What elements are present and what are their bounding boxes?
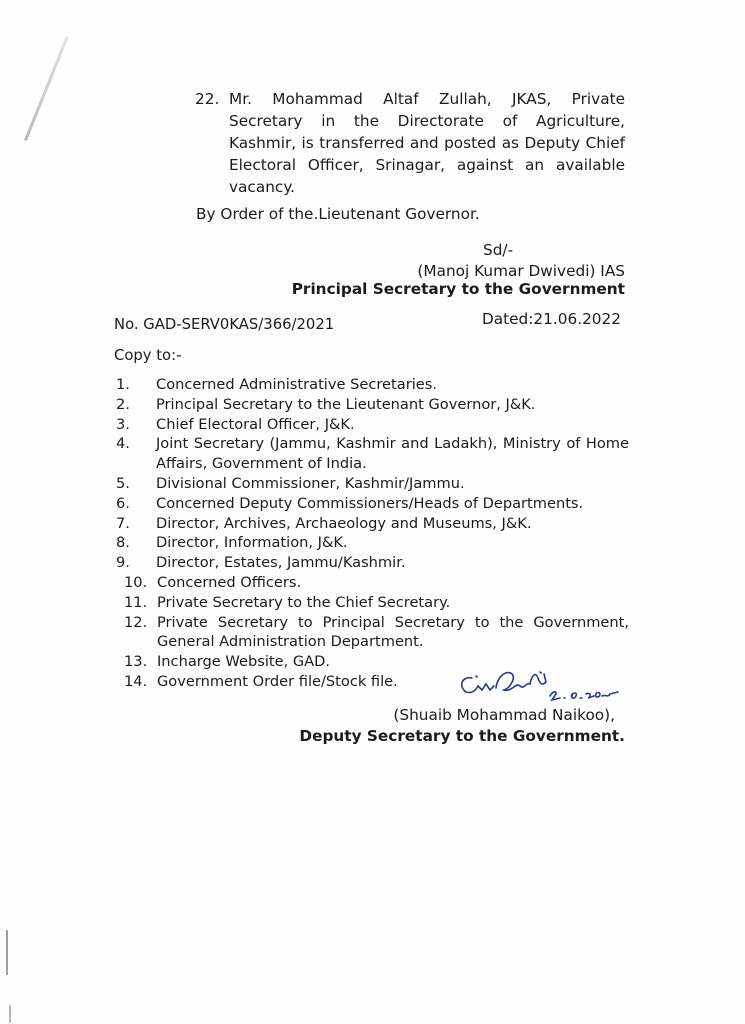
principal-secretary-title: Principal Secretary to the Government xyxy=(291,280,625,298)
scan-artifact-line xyxy=(24,36,69,141)
list-item: 7. Director, Archives, Archaeology and Museums, J&K. xyxy=(116,514,532,532)
list-item: 11. Private Secretary to the Chief Secretary. xyxy=(124,593,451,611)
list-item: 6. Concerned Deputy Commissioners/Heads of Departments. xyxy=(116,494,584,512)
order-paragraph xyxy=(195,88,625,198)
sd-mark: Sd/- xyxy=(483,241,514,259)
list-item: 8. Director, Information, J&K. xyxy=(116,534,348,552)
principal-secretary-name: (Manoj Kumar Dwivedi) IAS xyxy=(417,262,625,280)
deputy-secretary-title: Deputy Secretary to the Government. xyxy=(299,727,625,745)
deputy-secretary-name: (Shuaib Mohammad Naikoo), xyxy=(393,706,615,724)
scan-artifact-line xyxy=(9,1005,11,1023)
order-number: No. GAD-SERV0KAS/366/2021 xyxy=(114,316,335,333)
list-item: 13. Incharge Website, GAD. xyxy=(124,653,331,671)
list-item: 12. Private Secretary to Principal Secretary to the Government, General Administration Department. xyxy=(124,613,629,651)
copy-to-label: Copy to:- xyxy=(114,347,182,364)
list-item: 5. Divisional Commissioner, Kashmir/Jammu. xyxy=(116,474,465,492)
list-item: 2. Principal Secretary to the Lieutenant Governor, J&K. xyxy=(116,395,536,413)
list-item: 4. Joint Secretary (Jammu, Kashmir and Ladakh), Ministry of Home Affairs, Government of India. xyxy=(116,435,629,473)
list-item: 3. Chief Electoral Officer, J&K. xyxy=(116,415,355,433)
list-item: 14. Government Order file/Stock file. xyxy=(124,672,398,690)
scan-artifact-line xyxy=(6,930,8,975)
list-item: 9. Director, Estates, Jammu/Kashmir. xyxy=(116,554,406,572)
list-item: 1. Concerned Administrative Secretaries. xyxy=(116,376,437,393)
paragraph-number: 22. xyxy=(195,90,220,108)
list-item: 10. Concerned Officers. xyxy=(124,573,302,591)
handwritten-signature xyxy=(452,668,632,708)
by-order-line: By Order of the.Lieutenant Governor. xyxy=(196,205,480,223)
order-date: Dated:21.06.2022 xyxy=(481,310,621,328)
paragraph-text: Mr. Mohammad Altaf Zullah, JKAS, Private Secretary in the Directorate of Agriculture, Kashmir, is transferred and posted as Deputy Chief Electoral Officer, Srinagar, against an available vacancy. xyxy=(229,90,625,196)
copy-to-list xyxy=(114,375,629,692)
